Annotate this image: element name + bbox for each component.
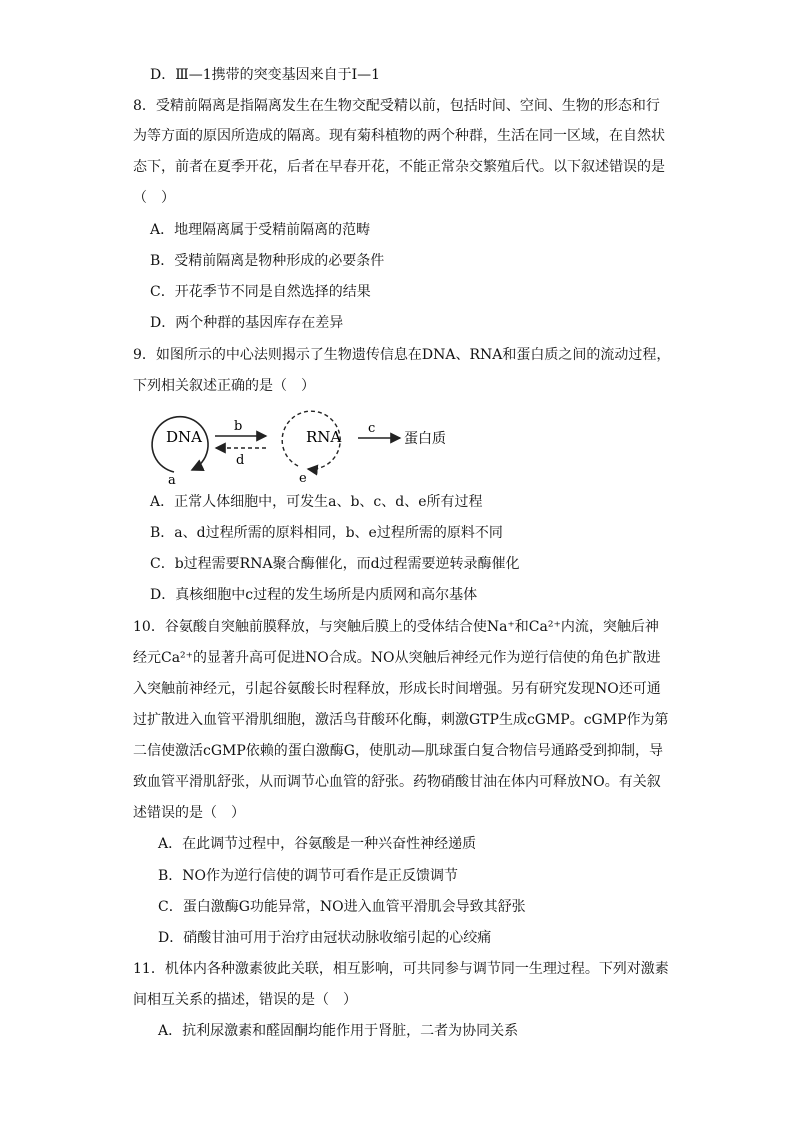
q8-option-c: C．开花季节不同是自然选择的结果: [150, 284, 371, 300]
q8-option-d: D．两个种群的基因库存在差异: [150, 315, 344, 331]
q8-option-a: A．地理隔离属于受精前隔离的范畴: [150, 222, 371, 238]
q8-stem-line-2: 为等方面的原因所造成的隔离。现有菊科植物的两个种群，生活在同一区域，在自然状: [133, 128, 665, 144]
q10-option-d: D．硝酸甘油可用于治疗由冠状动脉收缩引起的心绞痛: [158, 930, 492, 946]
q7-option-d: D．Ⅲ—1携带的突变基因来自于Ⅰ—1: [150, 67, 381, 83]
q10-stem-line-1: 10．谷氨酸自突触前膜释放，与突触后膜上的受体结合使Na⁺和Ca²⁺内流，突触后神: [133, 619, 659, 635]
q10-option-c: C．蛋白激酶G功能异常，NO进入血管平滑肌会导致其舒张: [158, 899, 526, 915]
q8-stem-line-3: 态下，前者在夏季开花，后者在早春开花，不能正常杂交繁殖后代。以下叙述错误的是: [133, 159, 665, 175]
q8-option-b: B．受精前隔离是物种形成的必要条件: [150, 253, 385, 269]
q10-stem-line-7: 述错误的是（ ）: [133, 805, 245, 821]
protein-label: 蛋白质: [404, 431, 446, 447]
process-a-label: a: [168, 473, 176, 486]
q10-stem-line-6: 致血管平滑肌舒张，从而调节心血管的舒张。药物硝酸甘油在体内可释放NO。有关叙: [133, 774, 661, 790]
q10-stem-line-2: 经元Ca²⁺的显著升高可促进NO合成。NO从突触后神经元作为逆行信使的角色扩散进: [133, 650, 661, 666]
q9-option-b: B．a、d过程所需的原料相同，b、e过程所需的原料不同: [150, 525, 503, 541]
process-c-label: c: [368, 421, 376, 436]
q10-stem-line-3: 入突触前神经元，引起谷氨酸长时程释放，形成长时间增强。另有研究发现NO还可通: [133, 681, 661, 697]
q10-option-b: B．NO作为逆行信使的调节可看作是正反馈调节: [158, 868, 459, 884]
q10-stem-line-4: 过扩散进入血管平滑肌细胞，激活鸟苷酸环化酶，刺激GTP生成cGMP。cGMP作为第: [133, 712, 669, 728]
dna-label: DNA: [166, 428, 202, 446]
process-d-label: d: [236, 453, 245, 468]
q9-option-c: C．b过程需要RNA聚合酶催化，而d过程需要逆转录酶催化: [150, 556, 520, 572]
process-b-label: b: [234, 419, 243, 434]
q8-stem-line-1: 8．受精前隔离是指隔离发生在生物交配受精以前，包括时间、空间、生物的形态和行: [133, 98, 660, 114]
q11-option-a: A．抗利尿激素和醛固酮均能作用于肾脏，二者为协同关系: [158, 1023, 519, 1039]
q10-option-a: A．在此调节过程中，谷氨酸是一种兴奋性神经递质: [158, 836, 477, 852]
q9-option-d: D．真核细胞中c过程的发生场所是内质网和高尔基体: [150, 587, 478, 603]
q9-stem-line-1: 9．如图所示的中心法则揭示了生物遗传信息在DNA、RNA和蛋白质之间的流动过程，: [133, 347, 671, 363]
q9-option-a: A．正常人体细胞中，可发生a、b、c、d、e所有过程: [150, 494, 483, 510]
central-dogma-diagram: [138, 408, 468, 486]
process-e-label: e: [299, 471, 307, 486]
q8-stem-line-4: （ ）: [133, 190, 175, 206]
rna-label: RNA: [306, 428, 342, 446]
q11-stem-line-2: 间相互关系的描述，错误的是（ ）: [133, 992, 357, 1008]
q11-stem-line-1: 11．机体内各种激素彼此关联，相互影响，可共同参与调节同一生理过程。下列对激素: [133, 961, 669, 977]
q9-stem-line-2: 下列相关叙述正确的是（ ）: [133, 378, 315, 394]
q10-stem-line-5: 二信使激活cGMP依赖的蛋白激酶G，使肌动—肌球蛋白复合物信号通路受到抑制，导: [133, 743, 663, 759]
